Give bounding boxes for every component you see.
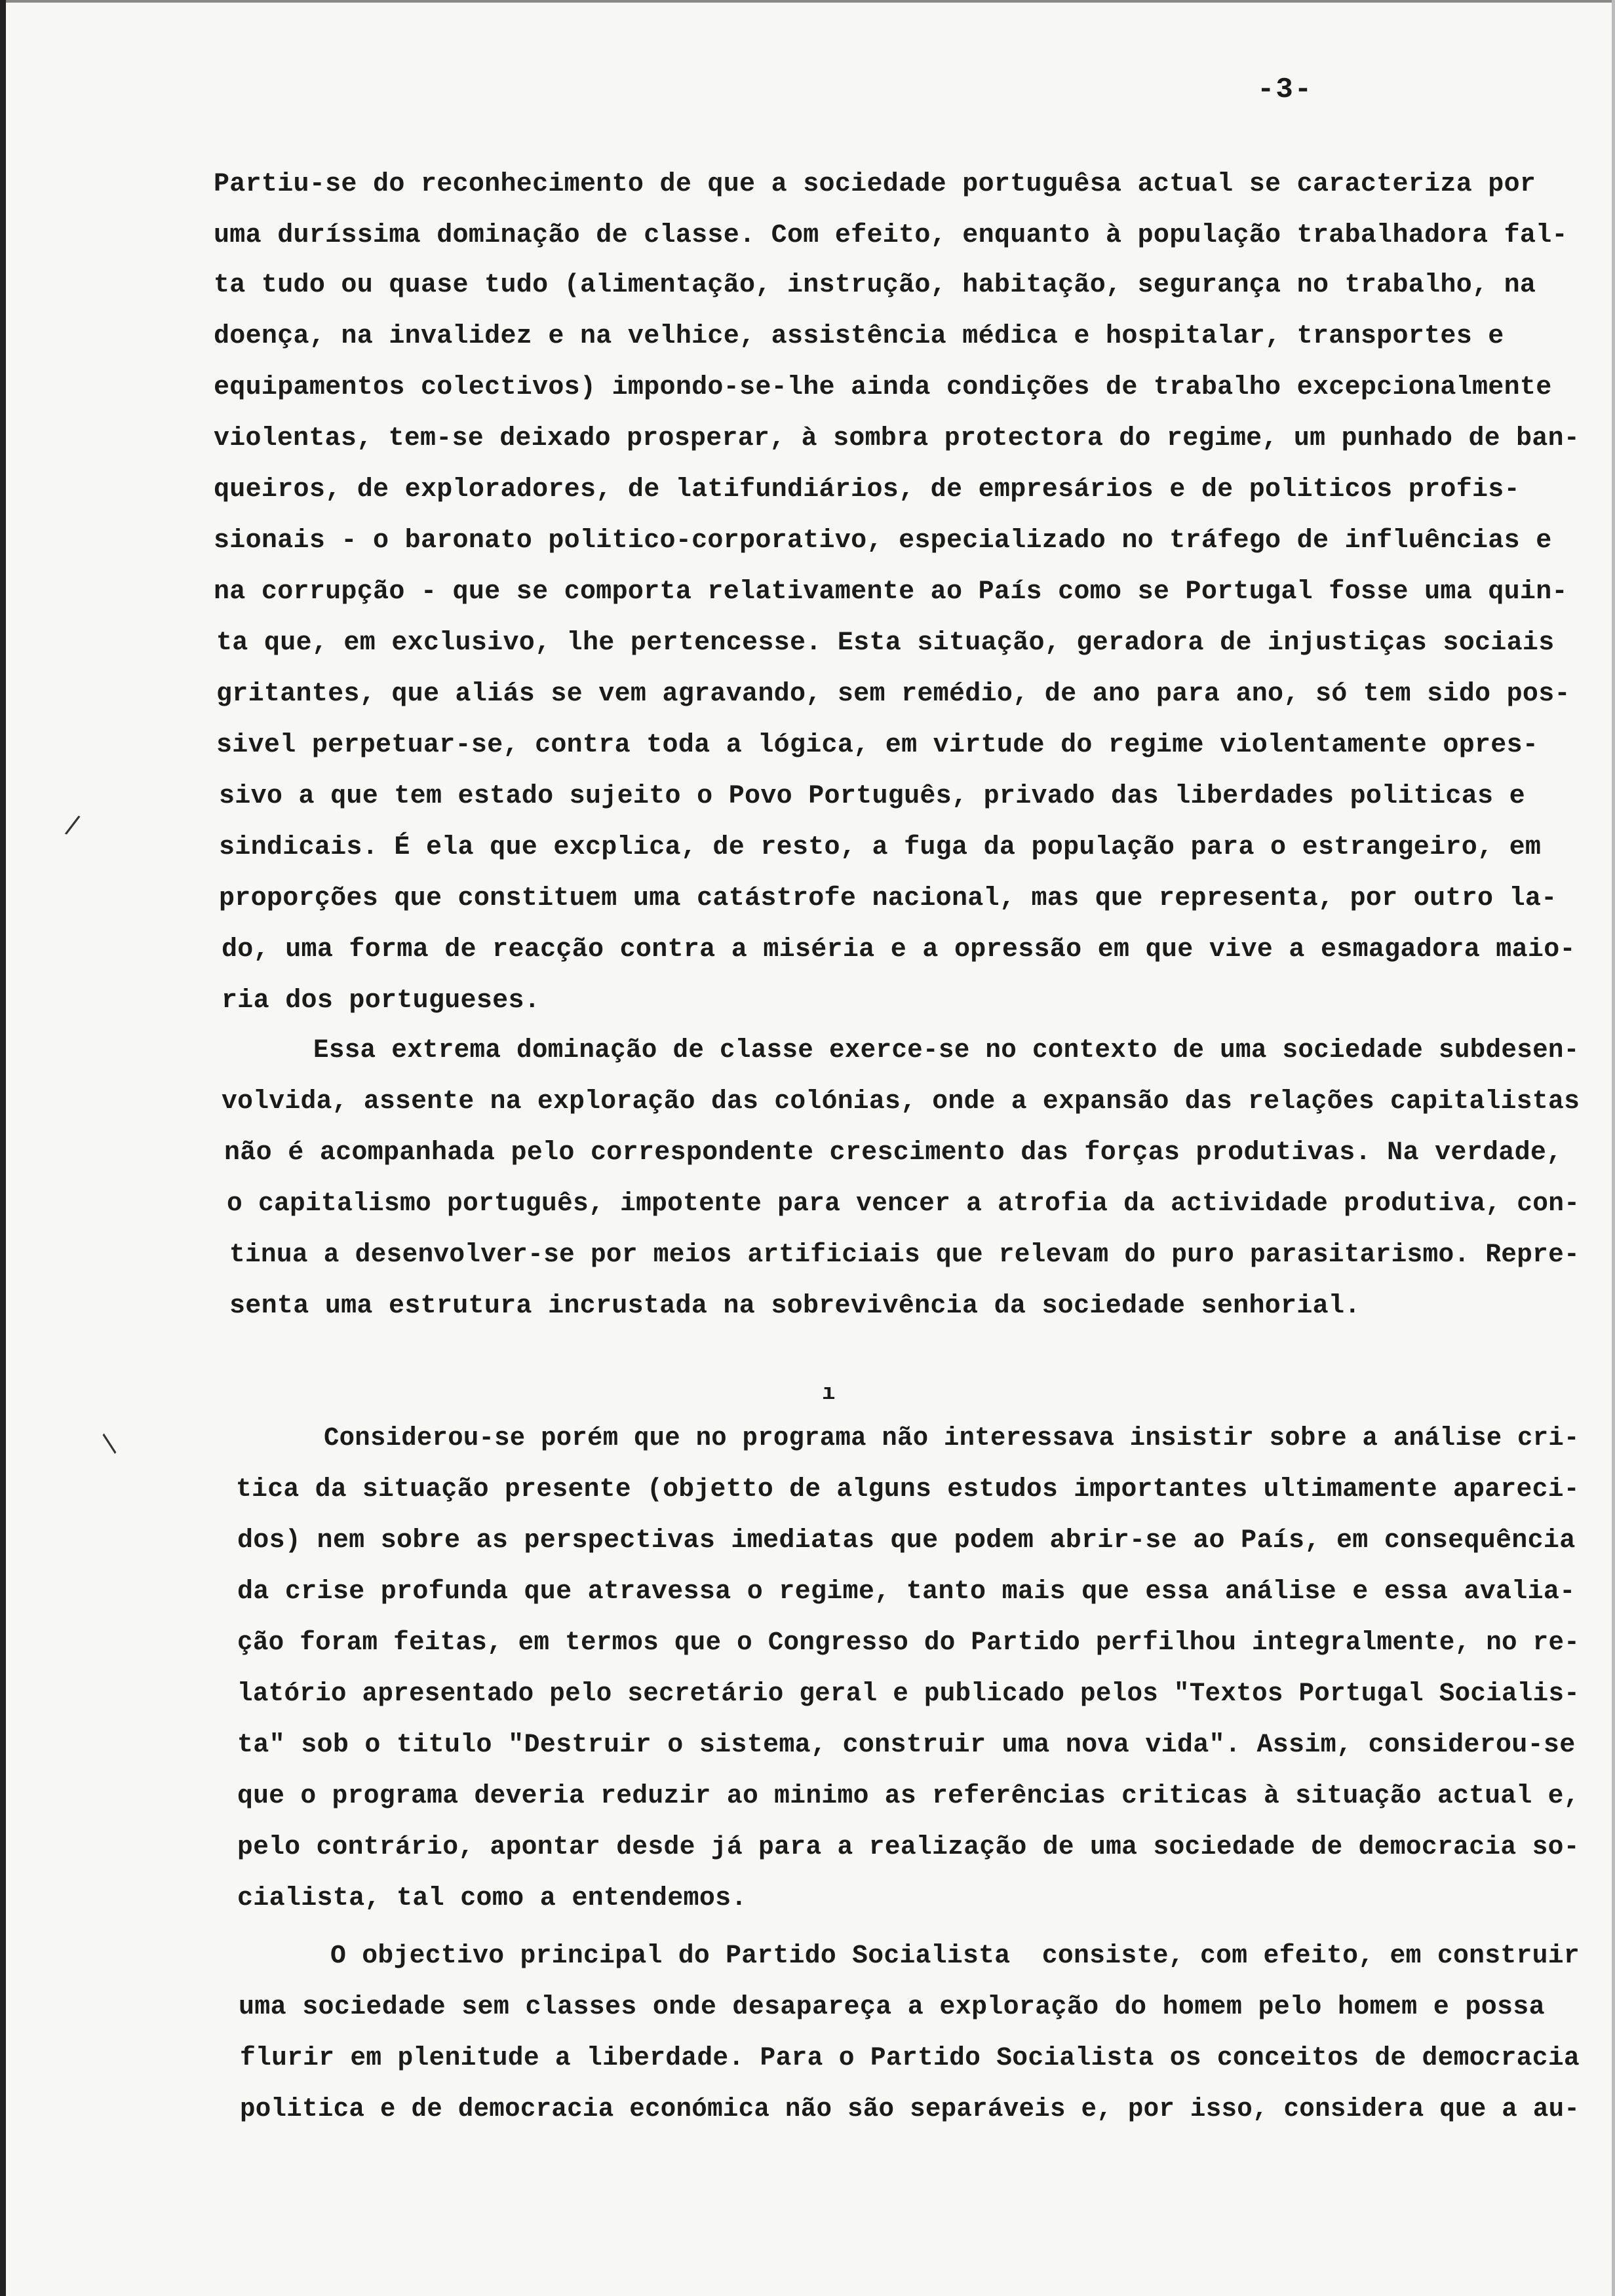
text-line: uma duríssima dominação de classe. Com efeito, enquanto à população trabalhadora fal-	[214, 221, 1568, 250]
text-line: tica da situação presente (objetto de alguns estudos importantes ultimamente apareci-	[236, 1475, 1580, 1504]
text-line: dos) nem sobre as perspectivas imediatas que podem abrir-se ao País, em consequência	[237, 1526, 1576, 1556]
text-line: cialista, tal como a entendemos.	[237, 1884, 747, 1913]
page-right-edge	[1612, 0, 1615, 2296]
text-line: não é acompanhada pelo correspondente crescimento das forças produtivas. Na verdade,	[224, 1138, 1563, 1168]
text-line: sionais - o baronato politico-corporativo, especializado no tráfego de influências e	[214, 526, 1552, 556]
text-line: O objectivo principal do Partido Socialista consiste, com efeito, em construir	[330, 1942, 1580, 1971]
text-line: ta que, em exclusivo, lhe pertencesse. Esta situação, geradora de injustiças sociais	[216, 628, 1555, 658]
text-line: da crise profunda que atravessa o regime, tanto mais que essa análise e essa avalia-	[237, 1577, 1576, 1607]
text-line: pelo contrário, apontar desde já para a realização de uma sociedade de democracia so-	[237, 1833, 1580, 1862]
text-line: ria dos portugueses.	[222, 986, 541, 1016]
text-line: tinua a desenvolver-se por meios artificiais que relevam do puro parasitarismo. Repre-	[229, 1240, 1580, 1270]
text-line: queiros, de exploradores, de latifundiários, de empresários e de politicos profis-	[214, 475, 1520, 505]
margin-mark-left-lower: /	[94, 1430, 124, 1457]
text-line: sindicais. É ela que excplica, de resto, a fuga da população para o estrangeiro, em	[219, 833, 1542, 862]
text-line: violentas, tem-se deixado prosperar, à sombra protectora do regime, um punhado de ban-	[214, 424, 1580, 453]
text-line: Essa extrema dominação de classe exerce-se no contexto de uma sociedade subdesen-	[313, 1036, 1580, 1065]
page-left-edge	[0, 0, 6, 2296]
text-line: na corrupção - que se comporta relativamente ao País como se Portugal fosse uma quin-	[214, 577, 1568, 607]
page-number: -3-	[1257, 73, 1313, 106]
text-line: equipamentos colectivos) impondo-se-lhe ainda condições de trabalho excepcionalmente	[214, 373, 1552, 402]
text-line: gritantes, que aliás se vem agravando, sem remédio, de ano para ano, só tem sido pos-	[216, 679, 1570, 709]
text-line: ção foram feitas, em termos que o Congresso do Partido perfilhou integralmente, no re-	[237, 1628, 1580, 1658]
text-line: sivo a que tem estado sujeito o Povo Português, privado das liberdades politicas e	[219, 782, 1525, 811]
text-line: que o programa deveria reduzir ao minimo as referências criticas à situação actual e,	[237, 1782, 1580, 1811]
margin-mark-left-upper: /	[63, 809, 82, 841]
text-line: do, uma forma de reacção contra a miséria e a opressão em que vive a esmagadora maio-	[222, 935, 1576, 965]
text-line: sivel perpetuar-se, contra toda a lógica, em virtude do regime violentamente opres-	[216, 731, 1539, 760]
text-line: o capitalismo português, impotente para vencer a atrofia da actividade produtiva, con-	[227, 1189, 1580, 1219]
text-line: ta" sob o titulo "Destruir o sistema, construir uma nova vida". Assim, considerou-se	[237, 1731, 1576, 1760]
text-line: uma sociedade sem classes onde desapareça a exploração do homem pelo homem e possa	[239, 1993, 1545, 2022]
page-top-edge	[0, 0, 1615, 3]
text-line: volvida, assente na exploração das colónias, onde a expansão das relações capitalistas	[222, 1087, 1580, 1117]
text-line: proporções que constituem uma catástrofe nacional, mas que representa, por outro la-	[219, 884, 1557, 913]
text-line: senta uma estrutura incrustada na sobrevivência da sociedade senhorial.	[229, 1292, 1361, 1321]
text-line: ta tudo ou quase tudo (alimentação, instrução, habitação, segurança no trabalho, na	[214, 271, 1536, 300]
section-separator: ı	[822, 1381, 836, 1406]
text-line: politica e de democracia económica não são separáveis e, por isso, considera que a au-	[240, 2095, 1580, 2124]
text-line: Considerou-se porém que no programa não interessava insistir sobre a análise cri-	[324, 1424, 1580, 1453]
text-line: doença, na invalidez e na velhice, assistência médica e hospitalar, transportes e	[214, 322, 1504, 351]
text-line: latório apresentado pelo secretário geral e publicado pelos "Textos Portugal Socialis-	[237, 1679, 1580, 1709]
text-line: Partiu-se do reconhecimento de que a sociedade portuguêsa actual se caracteriza por	[214, 170, 1536, 199]
text-line: flurir em plenitude a liberdade. Para o Partido Socialista os conceitos de democracia	[240, 2044, 1580, 2073]
